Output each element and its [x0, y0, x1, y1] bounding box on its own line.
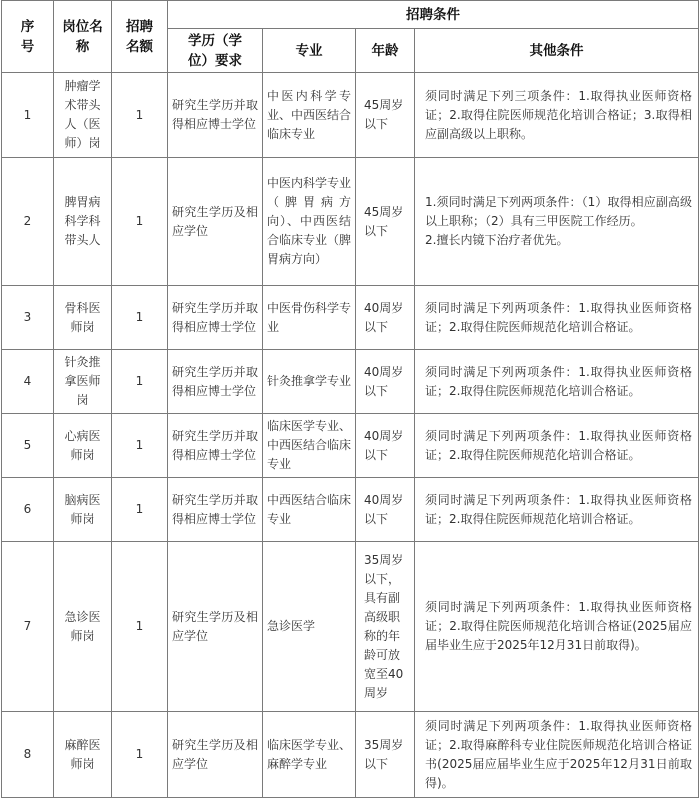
table-row: [2, 712, 699, 798]
cell-position-name: 急诊医师岗: [54, 542, 112, 712]
cell-headcount: 1: [112, 350, 168, 414]
header-recruitment-conditions: 招聘条件: [168, 1, 699, 29]
cell-other-conditions: 须同时满足下列两项条件：1.取得执业医师资格证；2.取得住院医师规范化培训合格证。: [415, 414, 699, 478]
cell-other-conditions: 1.须同时满足下列两项条件：（1）取得相应副高级以上职称；（2）具有三甲医院工作经历。 2.擅长内镜下治疗者优先。: [415, 158, 699, 286]
cell-serial-number: 2: [2, 158, 54, 286]
cell-age: 40周岁以下: [356, 478, 415, 542]
cell-serial-number: 3: [2, 286, 54, 350]
cell-major: 急诊医学: [263, 542, 356, 712]
cell-serial-number: 7: [2, 542, 54, 712]
cell-serial-number: 6: [2, 478, 54, 542]
cell-age: 45周岁以下: [356, 158, 415, 286]
cell-headcount: 1: [112, 712, 168, 798]
header-major: 专业: [263, 29, 356, 73]
table-row: [2, 478, 699, 542]
header-education: 学历（学位）要求: [168, 29, 263, 73]
cell-position-name: 心病医师岗: [54, 414, 112, 478]
table-row: [2, 542, 699, 712]
cell-education: 研究生学历并取得相应博士学位: [168, 350, 263, 414]
cell-education: 研究生学历及相应学位: [168, 158, 263, 286]
cell-headcount: 1: [112, 158, 168, 286]
cell-position-name: 麻醉医师岗: [54, 712, 112, 798]
header-headcount: 招聘名额: [112, 1, 168, 73]
header-serial-number: 序号: [2, 1, 54, 73]
table-row: [2, 73, 699, 158]
cell-serial-number: 8: [2, 712, 54, 798]
cell-other-conditions: 须同时满足下列两项条件：1.取得执业医师资格证；2.取得住院医师规范化培训合格证。: [415, 478, 699, 542]
cell-education: 研究生学历并取得相应博士学位: [168, 414, 263, 478]
cell-major: 中西医结合临床专业: [263, 478, 356, 542]
cell-position-name: 肿瘤学术带头人（医师）岗: [54, 73, 112, 158]
cell-other-conditions: 须同时满足下列两项条件：1.取得执业医师资格证；2.取得住院医师规范化培训合格证。: [415, 286, 699, 350]
header-other-conditions: 其他条件: [415, 29, 699, 73]
cell-education: 研究生学历并取得相应博士学位: [168, 73, 263, 158]
cell-education: 研究生学历及相应学位: [168, 712, 263, 798]
cell-headcount: 1: [112, 414, 168, 478]
table-row: [2, 414, 699, 478]
cell-other-conditions: 须同时满足下列两项条件：1.取得执业医师资格证；2.取得住院医师规范化培训合格证(2025届应届毕业生应于2025年12月31日前取得)。: [415, 542, 699, 712]
recruitment-table: [1, 0, 699, 798]
cell-other-conditions: 须同时满足下列两项条件：1.取得执业医师资格证；2.取得住院医师规范化培训合格证。: [415, 350, 699, 414]
cell-age: 35周岁以下，具有副高级职称的年龄可放宽至40周岁: [356, 542, 415, 712]
cell-position-name: 脑病医师岗: [54, 478, 112, 542]
cell-serial-number: 4: [2, 350, 54, 414]
cell-major: 临床医学专业、麻醉学专业: [263, 712, 356, 798]
cell-age: 35周岁以下: [356, 712, 415, 798]
table-row: [2, 350, 699, 414]
cell-position-name: 骨科医师岗: [54, 286, 112, 350]
cell-education: 研究生学历及相应学位: [168, 542, 263, 712]
header-position-name: 岗位名称: [54, 1, 112, 73]
cell-education: 研究生学历并取得相应博士学位: [168, 286, 263, 350]
cell-headcount: 1: [112, 73, 168, 158]
cell-headcount: 1: [112, 286, 168, 350]
cell-other-conditions: 须同时满足下列两项条件：1.取得执业医师资格证；2.取得麻醉科专业住院医师规范化培训合格证书(2025届应届毕业生应于2025年12月31日前取得)。: [415, 712, 699, 798]
cell-major: 临床医学专业、中西医结合临床专业: [263, 414, 356, 478]
cell-major: 中医内科学专业、中西医结合临床专业: [263, 73, 356, 158]
cell-major: 中医内科学专业（脾胃病方向）、中西医结合临床专业（脾胃病方向）: [263, 158, 356, 286]
header-age: 年龄: [356, 29, 415, 73]
cell-major: 中医骨伤科学专业: [263, 286, 356, 350]
cell-serial-number: 5: [2, 414, 54, 478]
cell-age: 45周岁以下: [356, 73, 415, 158]
cell-age: 40周岁以下: [356, 350, 415, 414]
cell-age: 40周岁以下: [356, 286, 415, 350]
cell-education: 研究生学历并取得相应博士学位: [168, 478, 263, 542]
cell-major: 针灸推拿学专业: [263, 350, 356, 414]
table-row: [2, 158, 699, 286]
cell-position-name: 针灸推拿医师岗: [54, 350, 112, 414]
cell-headcount: 1: [112, 542, 168, 712]
cell-serial-number: 1: [2, 73, 54, 158]
cell-position-name: 脾胃病科学科带头人: [54, 158, 112, 286]
cell-age: 40周岁以下: [356, 414, 415, 478]
cell-headcount: 1: [112, 478, 168, 542]
cell-other-conditions: 须同时满足下列三项条件：1.取得执业医师资格证；2.取得住院医师规范化培训合格证；3.取得相应副高级以上职称。: [415, 73, 699, 158]
table-row: [2, 286, 699, 350]
